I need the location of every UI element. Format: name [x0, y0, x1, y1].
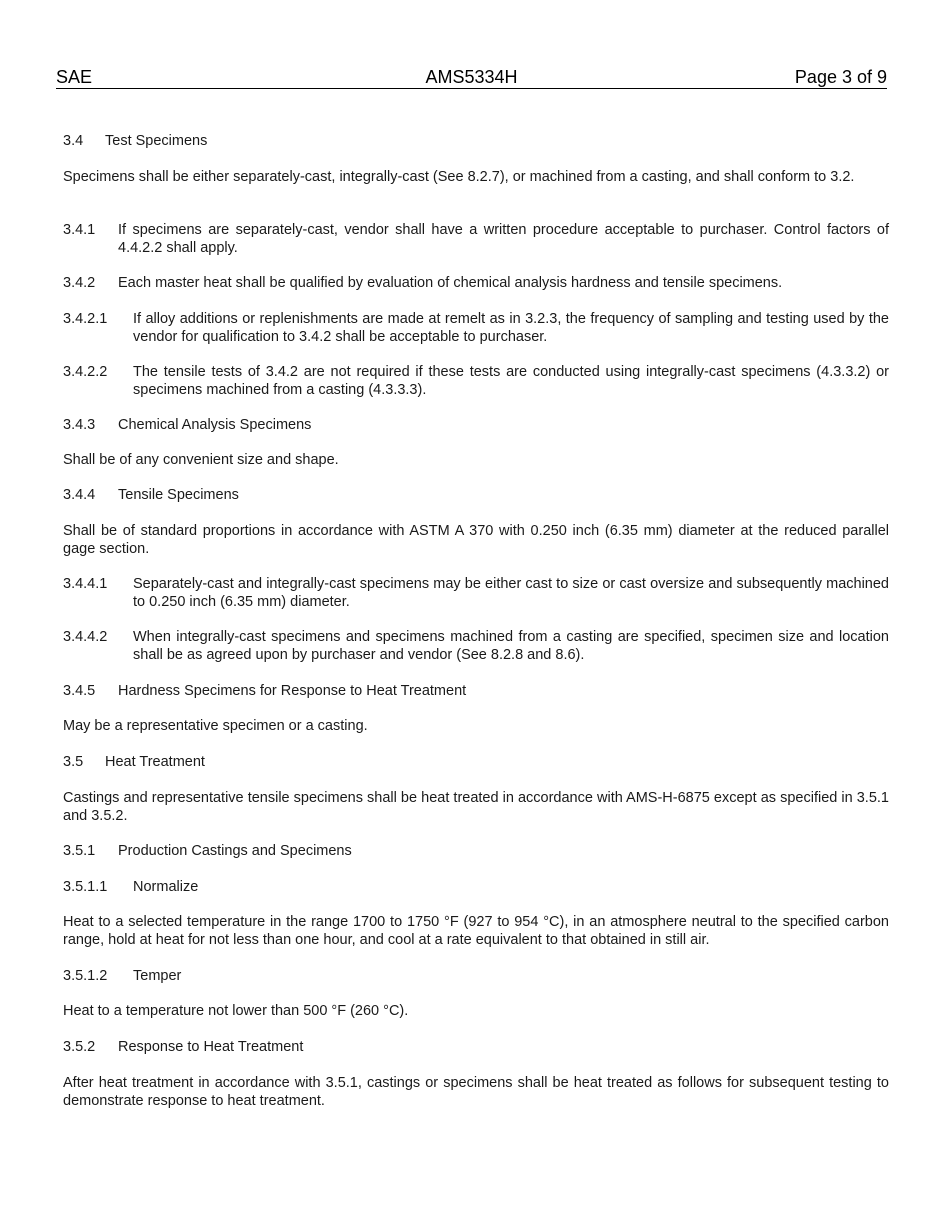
clause-text: When integrally-cast specimens and specimens machined from a casting are specified, specimen size and location shall be as agreed upon by purchaser and vendor (See 8.2.8 and 8.6).	[133, 629, 889, 663]
clause-text: The tensile tests of 3.4.2 are not required if these tests are conducted using integrally-cast specimens (4.3.3.2) or specimens machined from a casting (4.3.3.3).	[133, 364, 889, 398]
section-heading-3-5	[63, 754, 889, 772]
clause-number: 3.4.2.1	[63, 311, 108, 327]
clause-3-4-4-2	[63, 629, 889, 664]
clause-text: If alloy additions or replenishments are made at remelt as in 3.2.3, the frequency of sampling and testing used by the vendor for qualification to 3.4.2 shall be acceptable to purchaser.	[133, 311, 889, 345]
clause-3-4-2	[63, 275, 889, 293]
paragraph: May be a representative specimen or a casting.	[63, 718, 368, 734]
clause-text: Each master heat shall be qualified by evaluation of chemical analysis hardness and tensile specimens.	[118, 275, 783, 291]
page-header	[56, 66, 887, 89]
clause-number: 3.4.2.2	[63, 364, 108, 380]
section-title: Hardness Specimens for Response to Heat Treatment	[118, 683, 467, 699]
clause-number: 3.4.2	[63, 275, 96, 291]
section-title: Temper	[133, 968, 182, 984]
section-title: Heat Treatment	[105, 754, 205, 770]
section-title: Chemical Analysis Specimens	[118, 417, 312, 433]
clause-3-4-4-1	[63, 576, 889, 611]
section-number: 3.5	[63, 754, 84, 770]
section-heading-3-4-5	[63, 683, 889, 701]
section-heading-3-5-1-2	[63, 968, 889, 986]
header-page-number: Page 3 of 9	[794, 67, 887, 87]
clause-text: If specimens are separately-cast, vendor shall have a written procedure acceptable to purchaser. Control factors of 4.4.2.2 shall apply.	[118, 222, 889, 256]
clause-number: 3.4.1	[63, 222, 96, 238]
clause-number: 3.4.4.1	[63, 576, 108, 592]
section-number: 3.5.2	[63, 1039, 96, 1055]
section-heading-3-4-3	[63, 417, 889, 435]
section-title: Normalize	[133, 879, 199, 895]
paragraph: Shall be of standard proportions in accordance with ASTM A 370 with 0.250 inch (6.35 mm) diameter at the reduced parallel gage section.	[63, 523, 889, 557]
header-doc-id: AMS5334H	[425, 67, 518, 87]
section-heading-3-5-1-1	[63, 879, 889, 897]
paragraph: Castings and representative tensile specimens shall be heat treated in accordance with AMS-H-6875 except as specified in 3.5.1 and 3.5.2.	[63, 790, 889, 824]
clause-3-4-2-1	[63, 311, 889, 346]
paragraph: Heat to a temperature not lower than 500 °F (260 °C).	[63, 1003, 409, 1019]
section-number: 3.4.4	[63, 487, 96, 503]
section-heading-3-4	[63, 133, 889, 151]
section-title: Tensile Specimens	[118, 487, 239, 503]
clause-3-4-2-2	[63, 364, 889, 399]
paragraph: Shall be of any convenient size and shape.	[63, 452, 339, 468]
section-number: 3.5.1.2	[63, 968, 108, 984]
section-number: 3.4.5	[63, 683, 96, 699]
section-title: Test Specimens	[105, 133, 208, 149]
paragraph: After heat treatment in accordance with 3.5.1, castings or specimens shall be heat treated as follows for subsequent testing to demonstrate response to heat treatment.	[63, 1075, 889, 1109]
section-heading-3-4-4	[63, 487, 889, 505]
section-heading-3-5-1	[63, 843, 889, 861]
section-number: 3.5.1.1	[63, 879, 108, 895]
section-heading-3-5-2	[63, 1039, 889, 1057]
header-org: SAE	[56, 67, 93, 87]
section-number: 3.4.3	[63, 417, 96, 433]
clause-3-4-1	[63, 222, 889, 257]
paragraph: Specimens shall be either separately-cast, integrally-cast (See 8.2.7), or machined from a casting, and shall conform to 3.2.	[63, 169, 855, 185]
section-title: Response to Heat Treatment	[118, 1039, 304, 1055]
paragraph: Heat to a selected temperature in the range 1700 to 1750 °F (927 to 954 °C), in an atmosphere neutral to the specified carbon range, hold at heat for not less than one hour, and cool at a rate equivalent to that obtained in still air.	[63, 914, 889, 948]
section-title: Production Castings and Specimens	[118, 843, 352, 859]
section-number: 3.4	[63, 133, 84, 149]
clause-text: Separately-cast and integrally-cast specimens may be either cast to size or cast oversize and subsequently machined to 0.250 inch (6.35 mm) diameter.	[133, 576, 889, 610]
section-number: 3.5.1	[63, 843, 96, 859]
clause-number: 3.4.4.2	[63, 629, 108, 645]
